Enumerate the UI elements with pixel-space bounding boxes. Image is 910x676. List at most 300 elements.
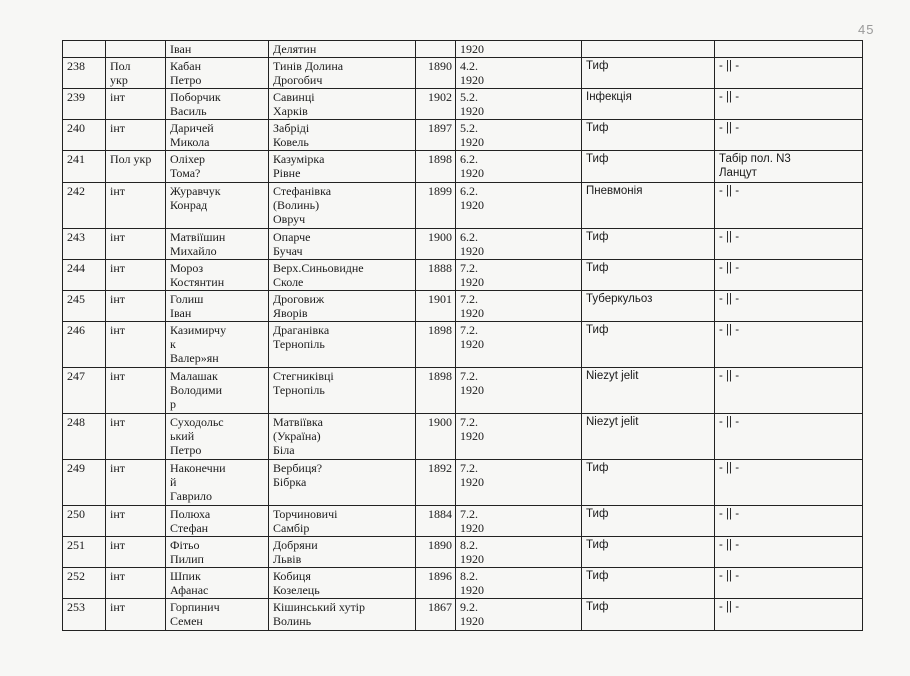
origin-place-cell-line: Дроговиж (273, 292, 325, 306)
person-name-cell-line: Семен (170, 614, 203, 628)
table-row (63, 291, 863, 322)
nationality-cell (106, 291, 166, 322)
origin-place-cell (269, 568, 416, 599)
death-date-cell (456, 537, 582, 568)
death-date-cell-line: 1920 (460, 521, 484, 535)
death-date-cell-line: 8.2. (460, 569, 478, 583)
birth-year-cell-text: 1890 (428, 538, 452, 552)
person-name-cell-line: Даричей (170, 121, 214, 135)
record-number-text: 244 (67, 261, 85, 275)
nationality-cell (106, 58, 166, 89)
note-cell-line: - || - (719, 539, 740, 551)
origin-place-cell-line: Казумірка (273, 152, 325, 166)
note-cell (715, 414, 863, 460)
note-cell-line: - || - (719, 570, 740, 582)
note-cell (715, 506, 863, 537)
person-name-cell-line: й (170, 475, 177, 489)
record-number-text: 242 (67, 184, 85, 198)
note-cell-line: - || - (719, 370, 740, 382)
note-cell-line: - || - (719, 293, 740, 305)
person-name-cell-line: Суходольс (170, 415, 224, 429)
death-date-cell-line: 1920 (460, 275, 484, 289)
table-row (63, 460, 863, 506)
table-row (63, 41, 863, 58)
person-name-cell-line: Голиш (170, 292, 204, 306)
note-cell (715, 89, 863, 120)
record-number-text: 247 (67, 369, 85, 383)
death-date-cell (456, 151, 582, 183)
person-name-cell-line: Казимирчу (170, 323, 227, 337)
person-name-cell (166, 291, 269, 322)
note-cell (715, 460, 863, 506)
death-date-cell-line: 6.2. (460, 184, 478, 198)
origin-place-cell (269, 460, 416, 506)
note-cell (715, 260, 863, 291)
record-number-text: 252 (67, 569, 85, 583)
birth-year-cell (416, 89, 456, 120)
nationality-cell-line: інт (110, 292, 125, 306)
cause-of-death-cell-text: Тиф (586, 601, 609, 613)
birth-year-cell (416, 58, 456, 89)
cause-of-death-cell (582, 322, 715, 368)
person-name-cell-line: Іван (170, 306, 192, 320)
origin-place-cell (269, 537, 416, 568)
cause-of-death-cell (582, 537, 715, 568)
record-number (63, 58, 106, 89)
note-cell (715, 537, 863, 568)
origin-place-cell-line: Тернопіль (273, 337, 325, 351)
person-name-cell-line: Петро (170, 73, 202, 87)
death-date-cell-line: 1920 (460, 583, 484, 597)
nationality-cell (106, 260, 166, 291)
death-date-cell-line: 7.2. (460, 323, 478, 337)
death-date-cell-line: 1920 (460, 552, 484, 566)
person-name-cell-line: р (170, 397, 176, 411)
nationality-cell-line: Пол укр (110, 152, 152, 166)
nationality-cell (106, 568, 166, 599)
birth-year-cell (416, 260, 456, 291)
cause-of-death-cell-text: Тиф (586, 262, 609, 274)
cause-of-death-cell (582, 291, 715, 322)
note-cell-line: - || - (719, 508, 740, 520)
person-name-cell-line: Костянтин (170, 275, 225, 289)
note-cell-line: - || - (719, 462, 740, 474)
birth-year-cell-text: 1888 (428, 261, 452, 275)
origin-place-cell-line: Самбір (273, 521, 310, 535)
nationality-cell (106, 506, 166, 537)
origin-place-cell-line: Козелець (273, 583, 320, 597)
death-date-cell (456, 89, 582, 120)
origin-place-cell-line: Тернопіль (273, 383, 325, 397)
person-name-cell (166, 260, 269, 291)
cause-of-death-cell-text: Тиф (586, 570, 609, 582)
birth-year-cell-text: 1898 (428, 323, 452, 337)
note-cell (715, 568, 863, 599)
death-date-cell (456, 506, 582, 537)
table-row (63, 322, 863, 368)
nationality-cell-line: інт (110, 369, 125, 383)
record-number-text: 249 (67, 461, 85, 475)
origin-place-cell (269, 291, 416, 322)
page-number: 45 (858, 22, 875, 37)
nationality-cell (106, 151, 166, 183)
person-name-cell (166, 183, 269, 229)
record-number (63, 599, 106, 631)
note-cell-line: - || - (719, 231, 740, 243)
birth-year-cell (416, 229, 456, 260)
nationality-cell-line: інт (110, 507, 125, 521)
nationality-cell-line: інт (110, 569, 125, 583)
record-number-text: 245 (67, 292, 85, 306)
birth-year-cell (416, 414, 456, 460)
death-date-cell-line: 7.2. (460, 507, 478, 521)
person-name-cell (166, 599, 269, 631)
origin-place-cell-line: Матвіївка (273, 415, 323, 429)
death-date-cell-line: 5.2. (460, 121, 478, 135)
cause-of-death-cell-text: Niezyt jelit (586, 370, 639, 382)
birth-year-cell (416, 322, 456, 368)
person-name-cell-line: Микола (170, 135, 210, 149)
death-date-cell-line: 6.2. (460, 230, 478, 244)
person-name-cell (166, 89, 269, 120)
birth-year-cell-text: 1898 (428, 152, 452, 166)
origin-place-cell (269, 599, 416, 631)
cause-of-death-cell (582, 229, 715, 260)
origin-place-cell (269, 58, 416, 89)
origin-place-cell-line: Овруч (273, 212, 306, 226)
birth-year-cell-text: 1890 (428, 59, 452, 73)
person-name-cell-line: Іван (170, 42, 192, 56)
note-cell (715, 322, 863, 368)
origin-place-cell-line: Львів (273, 552, 302, 566)
nationality-cell-line: інт (110, 121, 125, 135)
cause-of-death-cell (582, 260, 715, 291)
nationality-cell-line: інт (110, 184, 125, 198)
death-date-cell-line: 1920 (460, 42, 484, 56)
origin-place-cell (269, 183, 416, 229)
person-name-cell-line: Полюха (170, 507, 211, 521)
origin-place-cell-line: (Волинь) (273, 198, 320, 212)
record-number-text: 251 (67, 538, 85, 552)
origin-place-cell (269, 506, 416, 537)
person-name-cell-line: Гаврило (170, 489, 213, 503)
origin-place-cell (269, 414, 416, 460)
person-name-cell (166, 460, 269, 506)
person-name-cell-line: Кабан (170, 59, 202, 73)
nationality-cell (106, 120, 166, 151)
birth-year-cell (416, 460, 456, 506)
note-cell-line: - || - (719, 185, 740, 197)
table-row (63, 568, 863, 599)
person-name-cell-line: Володими (170, 383, 223, 397)
origin-place-cell-line: Сколе (273, 275, 304, 289)
record-number-text: 248 (67, 415, 85, 429)
note-cell (715, 120, 863, 151)
record-number (63, 41, 106, 58)
death-date-cell-line: 1920 (460, 244, 484, 258)
origin-place-cell (269, 229, 416, 260)
table-row (63, 414, 863, 460)
note-cell-line: - || - (719, 91, 740, 103)
person-name-cell (166, 41, 269, 58)
person-name-cell-line: Журавчук (170, 184, 221, 198)
record-number (63, 260, 106, 291)
note-cell (715, 151, 863, 183)
cause-of-death-cell (582, 89, 715, 120)
origin-place-cell-line: Добряни (273, 538, 318, 552)
death-date-cell (456, 183, 582, 229)
cause-of-death-cell (582, 568, 715, 599)
person-name-cell (166, 58, 269, 89)
person-name-cell-line: Валер»ян (170, 351, 219, 365)
person-name-cell-line: Михайло (170, 244, 217, 258)
birth-year-cell-text: 1899 (428, 184, 452, 198)
nationality-cell-line: інт (110, 600, 125, 614)
birth-year-cell-text: 1901 (428, 292, 452, 306)
person-name-cell (166, 229, 269, 260)
nationality-cell (106, 322, 166, 368)
death-date-cell (456, 291, 582, 322)
origin-place-cell (269, 89, 416, 120)
person-name-cell-line: Шпик (170, 569, 201, 583)
nationality-cell (106, 460, 166, 506)
death-date-cell-line: 1920 (460, 198, 484, 212)
origin-place-cell-line: Харків (273, 104, 308, 118)
table-row (63, 599, 863, 631)
nationality-cell (106, 229, 166, 260)
death-date-cell-line: 7.2. (460, 292, 478, 306)
cause-of-death-cell-text: Тиф (586, 153, 609, 165)
register-body (63, 41, 863, 631)
person-name-cell-line: Наконечни (170, 461, 226, 475)
table-row (63, 58, 863, 89)
nationality-cell-line: інт (110, 323, 125, 337)
origin-place-cell-line: Драганівка (273, 323, 330, 337)
cause-of-death-cell-text: Тиф (586, 231, 609, 243)
cause-of-death-cell-text: Niezyt jelit (586, 416, 639, 428)
cause-of-death-cell-text: Інфекція (586, 91, 632, 103)
origin-place-cell (269, 368, 416, 414)
note-cell-line: - || - (719, 324, 740, 336)
origin-place-cell-line: Кішинський хутір (273, 600, 366, 614)
origin-place-cell-line: Тинів Долина (273, 59, 344, 73)
birth-year-cell (416, 183, 456, 229)
note-cell-line: - || - (719, 60, 740, 72)
birth-year-cell (416, 599, 456, 631)
nationality-cell-line: інт (110, 415, 125, 429)
table-row (63, 260, 863, 291)
cause-of-death-cell-text: Туберкульоз (586, 293, 653, 305)
person-name-cell (166, 322, 269, 368)
nationality-cell-line: інт (110, 538, 125, 552)
record-number (63, 120, 106, 151)
record-number (63, 460, 106, 506)
record-number-text: 243 (67, 230, 85, 244)
death-date-cell-line: 1920 (460, 429, 484, 443)
death-date-cell-line: 6.2. (460, 152, 478, 166)
origin-place-cell-line: Біла (273, 443, 295, 457)
origin-place-cell (269, 120, 416, 151)
nationality-cell (106, 89, 166, 120)
nationality-cell-line: інт (110, 261, 125, 275)
person-name-cell-line: к (170, 337, 176, 351)
birth-year-cell-text: 1897 (428, 121, 452, 135)
record-number (63, 414, 106, 460)
origin-place-cell-line: Верх.Синьовидне (273, 261, 364, 275)
table-row (63, 229, 863, 260)
death-date-cell-line: 9.2. (460, 600, 478, 614)
death-date-cell-line: 8.2. (460, 538, 478, 552)
origin-place-cell-line: Забріді (273, 121, 310, 135)
cause-of-death-cell (582, 460, 715, 506)
person-name-cell-line: Фітьо (170, 538, 200, 552)
origin-place-cell-line: Опарче (273, 230, 311, 244)
person-name-cell-line: Пилип (170, 552, 204, 566)
record-number-text: 240 (67, 121, 85, 135)
birth-year-cell (416, 41, 456, 58)
record-number-text: 238 (67, 59, 85, 73)
cause-of-death-cell (582, 183, 715, 229)
death-date-cell-line: 1920 (460, 104, 484, 118)
nationality-cell (106, 41, 166, 58)
birth-year-cell-text: 1900 (428, 230, 452, 244)
table-row (63, 368, 863, 414)
nationality-cell-line: укр (110, 73, 128, 87)
death-date-cell (456, 460, 582, 506)
origin-place-cell-line: Делятин (273, 42, 317, 56)
cause-of-death-cell-text: Тиф (586, 539, 609, 551)
table-row (63, 183, 863, 229)
note-cell-line: - || - (719, 262, 740, 274)
note-cell (715, 229, 863, 260)
person-name-cell-line: Оліхер (170, 152, 206, 166)
death-date-cell-line: 4.2. (460, 59, 478, 73)
birth-year-cell-text: 1896 (428, 569, 452, 583)
nationality-cell (106, 368, 166, 414)
origin-place-cell-line: Стефанівка (273, 184, 332, 198)
note-cell-line: Табір пол. N3 (719, 153, 791, 165)
origin-place-cell-line: Бібрка (273, 475, 307, 489)
person-name-cell (166, 568, 269, 599)
cause-of-death-cell (582, 368, 715, 414)
origin-place-cell-line: Бучач (273, 244, 303, 258)
person-name-cell (166, 414, 269, 460)
record-number (63, 151, 106, 183)
person-name-cell-line: Матвіїшин (170, 230, 226, 244)
birth-year-cell (416, 120, 456, 151)
cause-of-death-cell-text: Тиф (586, 324, 609, 336)
table-row (63, 537, 863, 568)
person-name-cell-line: Тома? (170, 166, 201, 180)
cause-of-death-cell (582, 506, 715, 537)
death-date-cell-line: 1920 (460, 614, 484, 628)
origin-place-cell-line: Торчиновичі (273, 507, 338, 521)
person-name-cell-line: Горпинич (170, 600, 220, 614)
nationality-cell-line: Пол (110, 59, 131, 73)
death-date-cell (456, 58, 582, 89)
origin-place-cell-line: Ковель (273, 135, 309, 149)
birth-year-cell (416, 537, 456, 568)
death-date-cell (456, 229, 582, 260)
note-cell (715, 599, 863, 631)
death-date-cell-line: 7.2. (460, 261, 478, 275)
cause-of-death-cell-text: Тиф (586, 60, 609, 72)
person-name-cell-line: Малашак (170, 369, 218, 383)
note-cell (715, 58, 863, 89)
nationality-cell (106, 183, 166, 229)
birth-year-cell (416, 291, 456, 322)
note-cell-line: - || - (719, 601, 740, 613)
origin-place-cell-line: Дрогобич (273, 73, 323, 87)
origin-place-cell-line: Рівне (273, 166, 301, 180)
cause-of-death-cell-text: Тиф (586, 122, 609, 134)
birth-year-cell-text: 1884 (428, 507, 452, 521)
cause-of-death-cell (582, 58, 715, 89)
person-name-cell (166, 537, 269, 568)
origin-place-cell-line: Яворів (273, 306, 308, 320)
person-name-cell (166, 506, 269, 537)
nationality-cell-line: інт (110, 90, 125, 104)
birth-year-cell-text: 1892 (428, 461, 452, 475)
person-name-cell (166, 368, 269, 414)
record-number-text: 241 (67, 152, 85, 166)
origin-place-cell (269, 260, 416, 291)
cause-of-death-cell (582, 120, 715, 151)
death-date-cell-line: 5.2. (460, 90, 478, 104)
person-name-cell-line: Афанас (170, 583, 209, 597)
record-number-text: 250 (67, 507, 85, 521)
record-number (63, 537, 106, 568)
death-date-cell-line: 1920 (460, 135, 484, 149)
death-date-cell-line: 1920 (460, 475, 484, 489)
record-number-text: 246 (67, 323, 85, 337)
table-row (63, 506, 863, 537)
origin-place-cell (269, 151, 416, 183)
death-date-cell (456, 260, 582, 291)
burial-register-table (62, 40, 863, 631)
death-date-cell-line: 7.2. (460, 369, 478, 383)
nationality-cell (106, 537, 166, 568)
note-cell (715, 183, 863, 229)
origin-place-cell-line: (Україна) (273, 429, 321, 443)
record-number (63, 568, 106, 599)
note-cell-line: - || - (719, 122, 740, 134)
person-name-cell-line: ький (170, 429, 195, 443)
note-cell-line: Ланцут (719, 167, 757, 179)
person-name-cell-line: Стефан (170, 521, 209, 535)
note-cell-line: - || - (719, 416, 740, 428)
person-name-cell (166, 120, 269, 151)
table-row (63, 89, 863, 120)
person-name-cell-line: Мороз (170, 261, 204, 275)
death-date-cell (456, 414, 582, 460)
death-date-cell (456, 368, 582, 414)
origin-place-cell-line: Вербиця? (273, 461, 323, 475)
birth-year-cell (416, 568, 456, 599)
nationality-cell-line: інт (110, 230, 125, 244)
nationality-cell (106, 599, 166, 631)
person-name-cell-line: Василь (170, 104, 207, 118)
death-date-cell-line: 1920 (460, 166, 484, 180)
record-number (63, 506, 106, 537)
cause-of-death-cell-text: Пневмонія (586, 185, 643, 197)
birth-year-cell-text: 1898 (428, 369, 452, 383)
death-date-cell (456, 120, 582, 151)
origin-place-cell (269, 322, 416, 368)
cause-of-death-cell (582, 151, 715, 183)
cause-of-death-cell (582, 414, 715, 460)
record-number (63, 229, 106, 260)
